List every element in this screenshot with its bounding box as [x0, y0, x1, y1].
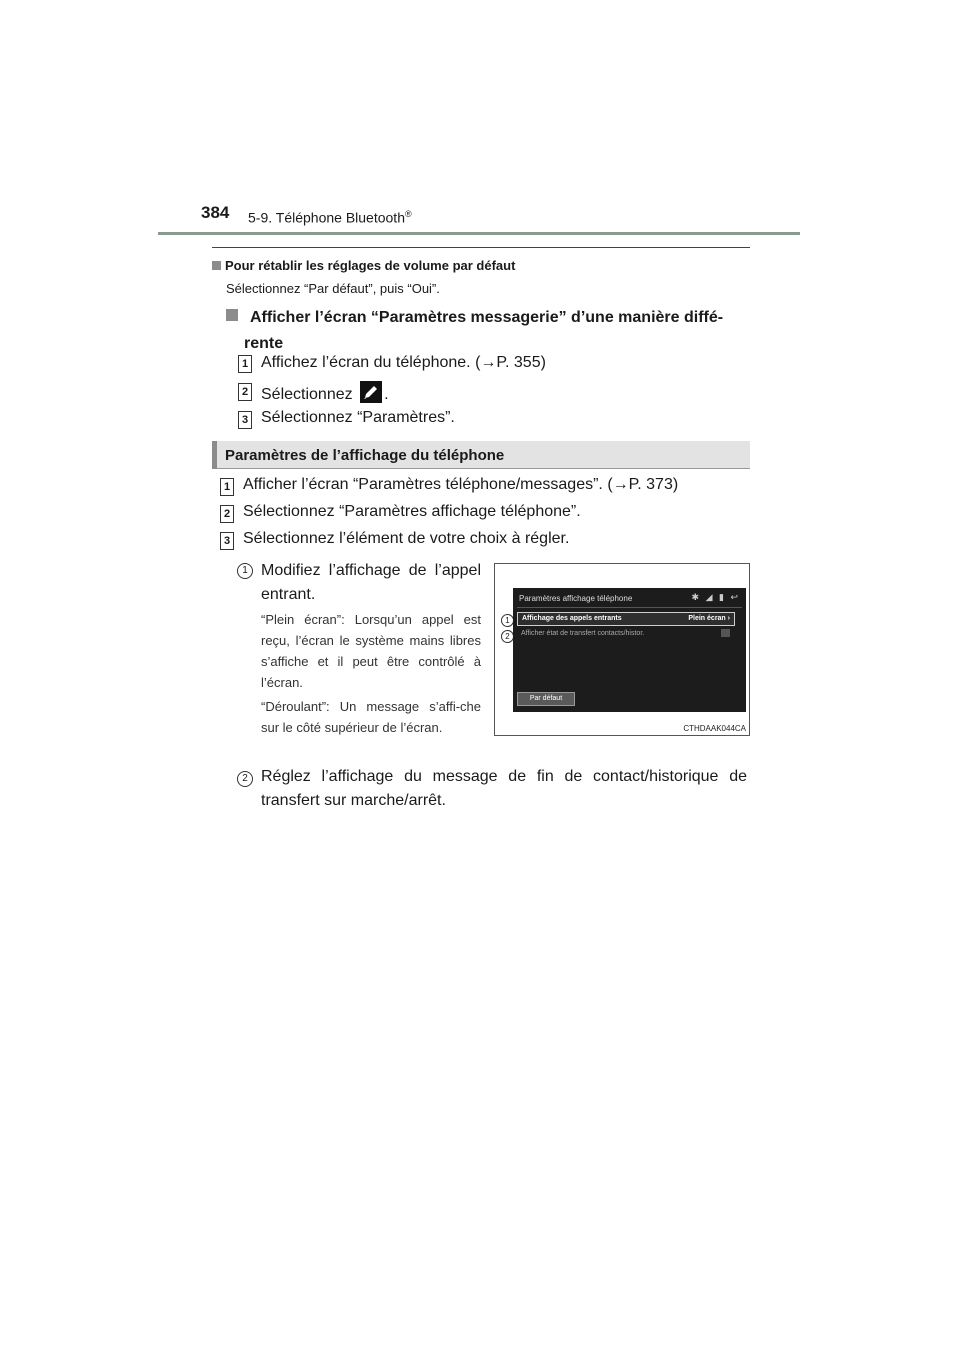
transfer-status-label[interactable]: Afficher état de transfert contacts/histor. — [521, 630, 645, 637]
square-bullet-icon — [212, 261, 221, 270]
status-icons: ✱ ◢ ▮ ↩ — [691, 592, 740, 602]
step-number-box: 3 — [238, 411, 252, 429]
figure-callout-1: 1 — [501, 614, 514, 627]
page-number: 384 — [201, 203, 230, 222]
alt-step-3: Sélectionnez “Paramètres”. — [261, 409, 455, 426]
incoming-call-value: Plein écran › — [688, 615, 730, 622]
circled-number: 2 — [237, 771, 253, 787]
step-number-box: 1 — [220, 478, 234, 496]
section-rule — [212, 247, 750, 248]
step-number-box: 2 — [238, 383, 252, 401]
alt-step-2: Sélectionnez . — [261, 381, 389, 404]
default-button[interactable]: Par défaut — [517, 692, 575, 706]
step-number-box: 1 — [238, 355, 252, 373]
step-number-box: 2 — [220, 505, 234, 523]
alt-heading: Afficher l’écran “Paramètres messagerie” d’une manière diffé- rente — [226, 305, 750, 357]
circled-number: 1 — [237, 563, 253, 579]
display-step-2: Sélectionnez “Paramètres affichage téléphone”. — [243, 503, 581, 520]
chapter-title: 5-9. Téléphone Bluetooth® — [248, 209, 412, 226]
display-step-3: Sélectionnez l’élément de votre choix à régler. — [243, 530, 570, 547]
sub-item-1-text: Modifiez l’affichage de l’appel entrant. — [261, 562, 481, 603]
reset-body: Sélectionnez “Par défaut”, puis “Oui”. — [226, 281, 440, 296]
screen-divider — [517, 607, 742, 608]
incoming-call-label: Affichage des appels entrants — [522, 615, 622, 622]
square-bullet-icon — [226, 309, 238, 321]
figure-code: CTHDAAK044CA — [683, 724, 746, 733]
section-title-bar — [212, 441, 750, 469]
display-step-1: Afficher l’écran “Paramètres téléphone/messages”. (→P. 373) — [243, 476, 679, 493]
screen-figure — [494, 563, 750, 736]
incoming-call-display-row[interactable] — [517, 612, 735, 626]
pencil-icon-svg — [360, 381, 382, 403]
screen-title: Paramètres affichage téléphone — [519, 594, 633, 603]
alt-step-1: Affichez l’écran du téléphone. (→P. 355) — [261, 354, 546, 371]
section-title: Paramètres de l’affichage du téléphone — [225, 447, 505, 464]
section-accent — [212, 441, 217, 469]
figure-callout-2: 2 — [501, 630, 514, 643]
step-number-box: 3 — [220, 532, 234, 550]
checkbox-icon[interactable] — [721, 629, 730, 637]
sub-item-1-note-1: “Plein écran”: Lorsqu’un appel est reçu, l’écran le système mains libres s’affiche et il peut être contrôlé à l’écran. — [261, 612, 481, 690]
header-rule — [158, 232, 800, 235]
sub-item-1-note-2: “Déroulant”: Un message s’affi-che sur le côté supérieur de l’écran. — [261, 699, 481, 735]
reset-heading: Pour rétablir les réglages de volume par défaut — [212, 258, 515, 273]
sub-item-2-text: Réglez l’affichage du message de fin de contact/historique de transfert sur marche/arrêt. — [261, 768, 747, 809]
pencil-icon — [360, 381, 382, 403]
display-screen — [513, 588, 746, 712]
